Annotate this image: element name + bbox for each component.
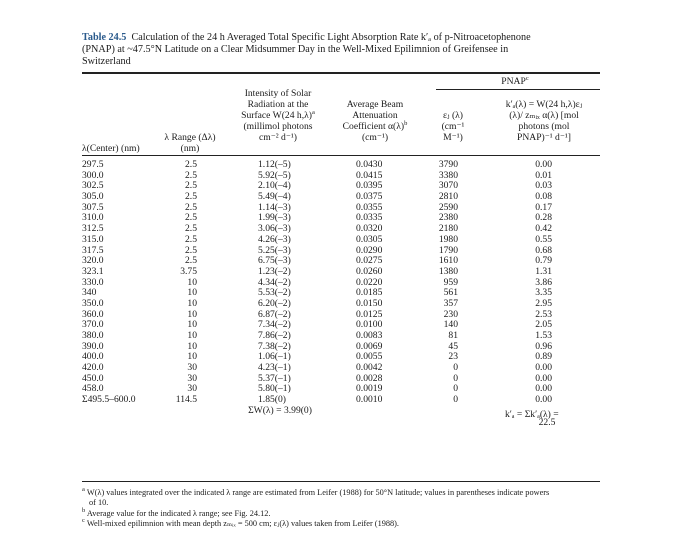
cell-k: 0.00	[535, 372, 552, 384]
top-rule	[82, 72, 600, 74]
col-header-range: λ Range (Δλ) (nm)	[164, 132, 216, 154]
cell-alpha: 0.0010	[356, 394, 383, 406]
cell-k: 0.96	[535, 340, 552, 352]
cell-range: 30	[187, 383, 197, 395]
cell-range: 2.5	[185, 201, 197, 213]
cell-k: 0.55	[535, 233, 552, 245]
cell-intensity: 7.38(–2)	[258, 340, 291, 352]
cell-center: 330.0	[82, 276, 104, 288]
cell-alpha: 0.0019	[356, 383, 383, 395]
cell-k: 0.00	[535, 159, 552, 170]
cell-center: 320.0	[82, 255, 104, 267]
cell-alpha: 0.0260	[356, 265, 383, 277]
cell-center: 340	[82, 287, 97, 299]
cell-center: 390.0	[82, 340, 104, 352]
cell-center: 380.0	[82, 330, 104, 341]
cell-k: 0.17	[535, 201, 552, 213]
cell-intensity: 1.23(–2)	[258, 265, 291, 277]
cell-epsilon: 3380	[438, 169, 458, 181]
cell-alpha: 0.0220	[356, 276, 383, 288]
cell-alpha: 0.0275	[356, 255, 383, 267]
intensity-sum: ΣW(λ) = 3.99(0)	[248, 405, 312, 416]
cell-k: 2.05	[535, 319, 552, 331]
cell-alpha: 0.0305	[356, 233, 383, 245]
column-range	[150, 160, 197, 406]
cell-intensity: 6.87(–2)	[258, 308, 291, 320]
cell-k: 1.31	[535, 265, 552, 277]
cell-alpha: 0.0355	[356, 201, 383, 213]
pnap-group-header: PNAP$^c$	[501, 74, 529, 87]
cell-k: 0.68	[535, 244, 552, 256]
cell-center: Σ495.5–600.0	[82, 394, 136, 406]
cell-intensity: 7.34(–2)	[258, 319, 291, 331]
caption-line-3: Switzerland	[82, 56, 131, 68]
cell-epsilon: 0	[453, 383, 458, 395]
cell-k: 0.00	[535, 394, 552, 406]
cell-alpha: 0.0290	[356, 244, 383, 256]
cell-intensity: 5.80(–1)	[258, 383, 291, 395]
cell-center: 300.0	[82, 169, 104, 181]
cell-epsilon: 45	[448, 340, 458, 352]
cell-k: 0.28	[535, 212, 552, 224]
cell-center: 302.5	[82, 180, 104, 192]
cell-epsilon: 1790	[438, 244, 458, 256]
cell-alpha: 0.0028	[356, 372, 383, 384]
cell-range: 2.5	[185, 169, 197, 181]
cell-range: 10	[187, 319, 197, 331]
cell-alpha: 0.0415	[356, 169, 383, 181]
cell-alpha: 0.0185	[356, 287, 383, 299]
cell-intensity: 2.10(–4)	[258, 180, 291, 192]
cell-alpha: 0.0320	[356, 223, 383, 235]
cell-alpha: 0.0335	[356, 212, 383, 224]
cell-alpha: 0.0100	[356, 319, 383, 331]
cell-range: 2.5	[185, 255, 197, 267]
cell-intensity: 1.85(0)	[258, 394, 286, 406]
cell-center: 312.5	[82, 223, 104, 235]
col-header-center: λ(Center) (nm)	[82, 143, 140, 154]
cell-range: 2.5	[185, 212, 197, 224]
cell-intensity: 4.23(–1)	[258, 362, 291, 374]
cell-epsilon: 230	[443, 308, 458, 320]
column-center	[82, 160, 152, 406]
table-label: Table 24.5	[82, 32, 127, 43]
table-caption	[82, 32, 602, 69]
cell-center: 307.5	[82, 201, 104, 213]
cell-range: 10	[187, 287, 197, 299]
cell-intensity: 5.53(–2)	[258, 287, 291, 299]
column-epsilon	[420, 160, 458, 406]
cell-k: 0.89	[535, 351, 552, 363]
footnote-a-cont: of 10.	[89, 498, 109, 507]
cell-epsilon: 959	[443, 276, 458, 288]
cell-range: 2.5	[185, 180, 197, 192]
cell-intensity: 7.86(–2)	[258, 330, 291, 341]
cell-k: 2.95	[535, 297, 552, 309]
cell-intensity: 1.14(–3)	[258, 201, 291, 213]
cell-center: 317.5	[82, 244, 104, 256]
cell-epsilon: 2590	[438, 201, 458, 213]
cell-epsilon: 140	[443, 319, 458, 331]
cell-center: 305.0	[82, 191, 104, 203]
cell-center: 310.0	[82, 212, 104, 224]
cell-range: 2.5	[185, 159, 197, 170]
cell-alpha: 0.0055	[356, 351, 383, 363]
cell-range: 3.75	[180, 265, 197, 277]
cell-epsilon: 357	[443, 297, 458, 309]
cell-intensity: 1.12(–5)	[258, 159, 291, 170]
cell-k: 0.03	[535, 180, 552, 192]
col-header-alpha: Average Beam Attenuation Coefficient $\alpha(\lambda)^b$ (cm⁻¹)	[342, 99, 408, 143]
cell-epsilon: 0	[453, 372, 458, 384]
cell-range: 10	[187, 351, 197, 363]
footnote-a: $^a$ W(λ) values integrated over the indicated λ range are estimated from Leifer (1988) for 50°N latitude; values in parentheses indicate powers	[82, 486, 550, 497]
cell-range: 10	[187, 276, 197, 288]
cell-k: 2.53	[535, 308, 552, 320]
cell-center: 458.0	[82, 383, 104, 395]
col-header-epsilon: εⱼ (λ) (cm⁻¹ M⁻¹)	[441, 110, 465, 143]
cell-alpha: 0.0395	[356, 180, 383, 192]
cell-range: 30	[187, 372, 197, 384]
cell-range: 2.5	[185, 223, 197, 235]
cell-range: 2.5	[185, 244, 197, 256]
cell-intensity: 4.34(–2)	[258, 276, 291, 288]
bottom-rule	[82, 481, 600, 482]
cell-intensity: 1.06(–1)	[258, 351, 291, 363]
col-header-k: k′ₐ(λ) = W(24 h,λ)εⱼ (λ)/ zₘᵢₓ α(λ) [mol photons (mol PNAP)⁻¹ d⁻¹]	[505, 99, 583, 143]
cell-epsilon: 2380	[438, 212, 458, 224]
cell-intensity: 6.75(–3)	[258, 255, 291, 267]
cell-k: 3.35	[535, 287, 552, 299]
cell-intensity: 3.06(–3)	[258, 223, 291, 235]
cell-range: 10	[187, 308, 197, 320]
column-alpha	[356, 160, 406, 406]
cell-range: 114.5	[175, 394, 197, 406]
cell-epsilon: 2810	[438, 191, 458, 203]
cell-k: 1.53	[535, 330, 552, 341]
cell-intensity: 5.25(–3)	[258, 244, 291, 256]
cell-k: 3.86	[535, 276, 552, 288]
col-header-intensity: Intensity of Solar Radiation at the Surface W(24 h,λ)$^a$ (millimol photons cm⁻² d⁻¹)	[241, 88, 315, 143]
cell-k: 0.00	[535, 383, 552, 395]
footnote-b: $^b$ Average value for the indicated λ range; see Fig. 24.12.	[82, 507, 271, 518]
cell-epsilon: 0	[453, 394, 458, 406]
cell-range: 2.5	[185, 191, 197, 203]
cell-range: 10	[187, 340, 197, 352]
caption-line-1: Calculation of the 24 h Averaged Total Specific Light Absorption Rate k′ₐ of p-Nitroacetophenone	[131, 32, 531, 43]
cell-epsilon: 81	[448, 330, 458, 341]
cell-k: 0.00	[535, 362, 552, 374]
cell-epsilon: 1610	[438, 255, 458, 267]
cell-k: 0.42	[535, 223, 552, 235]
cell-intensity: 5.37(–1)	[258, 372, 291, 384]
cell-range: 2.5	[185, 233, 197, 245]
cell-center: 315.0	[82, 233, 104, 245]
cell-alpha: 0.0042	[356, 362, 383, 374]
cell-alpha: 0.0375	[356, 191, 383, 203]
cell-epsilon: 1380	[438, 265, 458, 277]
cell-intensity: 5.92(–5)	[258, 169, 291, 181]
cell-epsilon: 2180	[438, 223, 458, 235]
cell-alpha: 0.0430	[356, 159, 383, 170]
cell-intensity: 5.49(–4)	[258, 191, 291, 203]
cell-epsilon: 23	[448, 351, 458, 363]
cell-intensity: 1.99(–3)	[258, 212, 291, 224]
cell-epsilon: 0	[453, 362, 458, 374]
cell-range: 10	[187, 330, 197, 341]
cell-alpha: 0.0125	[356, 308, 383, 320]
cell-intensity: 6.20(–2)	[258, 297, 291, 309]
cell-center: 360.0	[82, 308, 104, 320]
cell-alpha: 0.0069	[356, 340, 383, 352]
column-intensity	[258, 160, 318, 406]
cell-k: 0.08	[535, 191, 552, 203]
cell-epsilon: 3070	[438, 180, 458, 192]
caption-line-2: (PNAP) at ~47.5°N Latitude on a Clear Midsummer Day in the Well-Mixed Epilimnion of Greifensee in	[82, 44, 509, 56]
cell-epsilon: 3790	[438, 159, 458, 170]
cell-center: 420.0	[82, 362, 104, 374]
cell-range: 10	[187, 297, 197, 309]
cell-epsilon: 1980	[438, 233, 458, 245]
cell-k: 0.79	[535, 255, 552, 267]
cell-center: 350.0	[82, 297, 104, 309]
pnap-group-rule	[436, 89, 600, 90]
cell-center: 323.1	[82, 265, 104, 277]
cell-center: 370.0	[82, 319, 104, 331]
cell-epsilon: 561	[443, 287, 458, 299]
k-sum-label: k′ₐ = Σk′ₐ(λ) =	[505, 409, 559, 420]
cell-intensity: 4.26(–3)	[258, 233, 291, 245]
cell-center: 297.5	[82, 159, 104, 170]
cell-center: 400.0	[82, 351, 104, 363]
footnote-c: $^c$ Well-mixed epilimnion with mean depth zₘᵢₓ = 500 cm; εⱼ(λ) values taken from Leifer (1988).	[82, 517, 400, 528]
header-rule	[82, 155, 600, 156]
column-k	[520, 160, 552, 406]
cell-center: 450.0	[82, 372, 104, 384]
k-total: 22.5	[538, 417, 556, 428]
cell-alpha: 0.0083	[356, 330, 383, 341]
cell-alpha: 0.0150	[356, 297, 383, 309]
cell-k: 0.01	[535, 169, 552, 181]
cell-range: 30	[187, 362, 197, 374]
